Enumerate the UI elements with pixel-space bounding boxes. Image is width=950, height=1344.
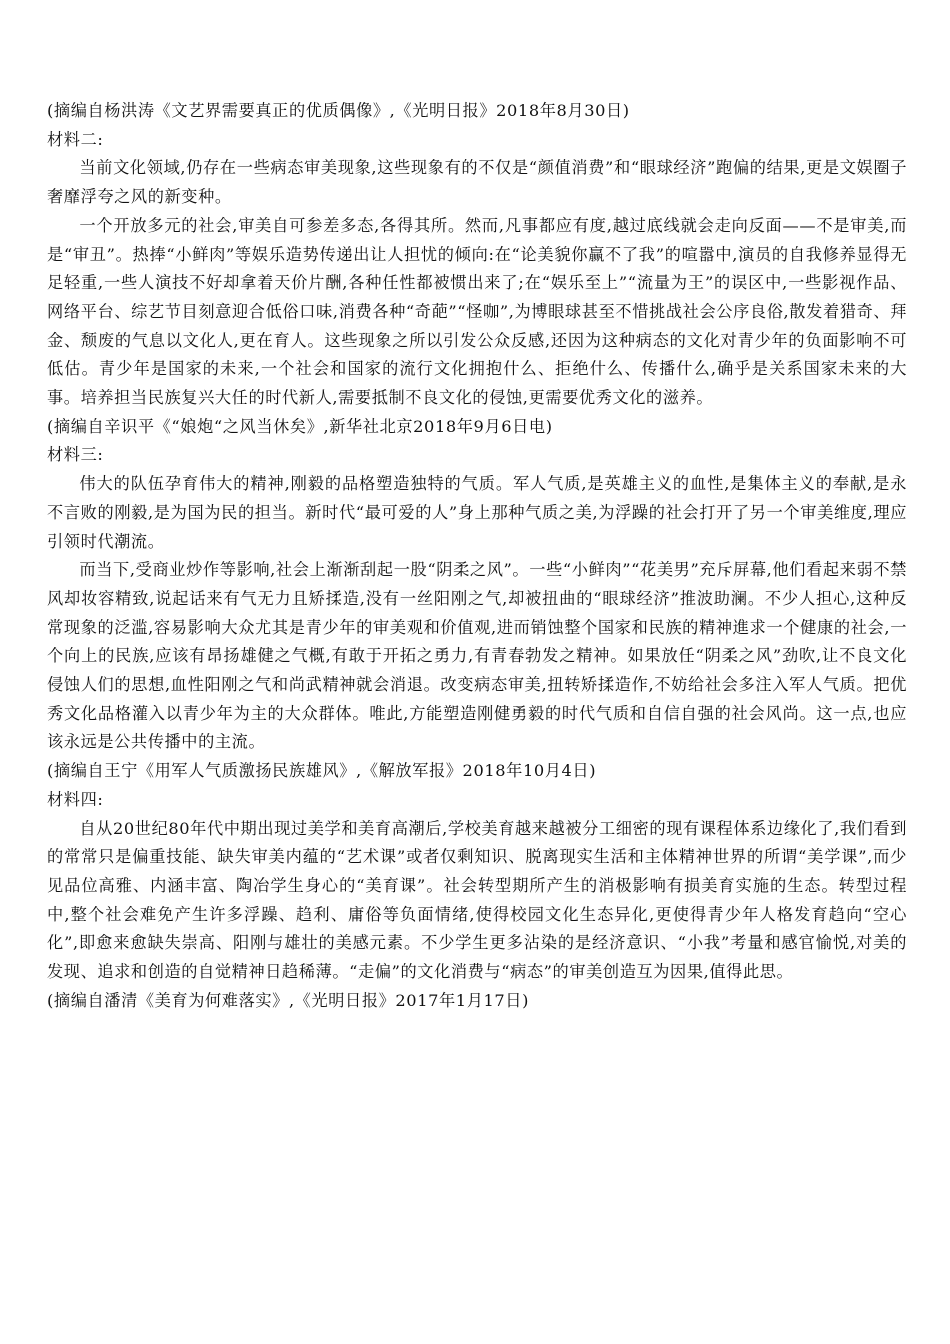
source-citation-2: (摘编自辛识平《“娘炮“之风当休矣》,新华社北京2018年9月6日电) [47, 416, 553, 436]
source-citation-3: (摘编自王宁《用军人气质激扬民族雄风》,《解放军报》2018年10月4日) [47, 761, 597, 781]
document-page [47, 97, 907, 1016]
material-three-paragraph-1: 伟大的队伍孕育伟大的精神,刚毅的品格塑造独特的气质。军人气质,是英雄主义的血性,是集体主义的奉献,是永不言败的刚毅,是为国为民的担当。新时代“最可爱的人”身上那种气质之美,为浮躁的社会打开了另一个审美维度,理应引领时代潮流。 [47, 474, 907, 551]
material-four-heading: 材料四: [47, 789, 104, 809]
material-two-paragraph-2: 一个开放多元的社会,审美自可参差多态,各得其所。然而,凡事都应有度,越过底线就会走向反面——不是审美,而是“审丑”。热捧“小鲜肉”等娱乐造势传递出让人担忧的倾向:在“论美貌你赢不了我”的喧嚣中,演员的自我修养显得无足轻重,一些人演技不好却拿着天价片酬,各种任性都被惯出来了;在“娱乐至上”“流量为王”的误区中,一些影视作品、网络平台、综艺节目刻意迎合低俗口味,消费各种“奇葩”“怪咖”,为博眼球甚至不惜挑战社会公序良俗,散发着猎奇、拜金、颓废的气息以文化人,更在育人。这些现象之所以引发公众反感,还因为这种病态的文化对青少年的负面影响不可低估。青少年是国家的未来,一个社会和国家的流行文化拥抱什么、拒绝什么、传播什么,确乎是关系国家未来的大事。培养担当民族复兴大任的时代新人,需要抵制不良文化的侵蚀,更需要优秀文化的滋养。 [47, 215, 907, 408]
material-three-heading: 材料三: [47, 445, 104, 465]
material-four-paragraph-1: 自从20世纪80年代中期出现过美学和美育高潮后,学校美育越来越被分工细密的现有课程体系边缘化了,我们看到的常常只是偏重技能、缺失审美内蕴的“艺术课”或者仅剩知识、脱离现实生活和主体精神世界的所谓“美学课”,而少见品位高雅、内涵丰富、陶冶学生身心的“美育课”。社会转型期所产生的消极影响有损美育实施的生态。转型过程中,整个社会难免产生许多浮躁、趋利、庸俗等负面情绪,使得校园文化生态异化,更使得青少年人格发育趋向“空心化”,即愈来愈缺失崇高、阳刚与雄壮的美感元素。不少学生更多沾染的是经济意识、“小我”考量和感官愉悦,对美的发现、追求和创造的自觉精神日趋稀薄。“走偏”的文化消费与“病态”的审美创造互为因果,值得此思。 [47, 818, 907, 982]
source-citation-1: (摘编自杨洪涛《文艺界需要真正的优质偶像》,《光明日报》2018年8月30日) [47, 101, 630, 120]
source-citation-4: (摘编自潘清《美育为何难落实》,《光明日报》2017年1月17日) [47, 990, 529, 1010]
material-two-heading: 材料二: [47, 129, 104, 149]
material-three-paragraph-2: 而当下,受商业炒作等影响,社会上渐渐刮起一股“阴柔之风”。一些“小鲜肉”“花美男”充斥屏幕,他们看起来弱不禁风却妆容精致,说起话来有气无力且矫揉造,没有一丝阳刚之气,却被扭曲的“眼球经济”推波助澜。不少人担心,这种反常现象的泛滥,容易影响大众尤其是青少年的审美观和价值观,进而销蚀整个国家和民族的精神進求一个健康的社会,一个向上的民族,应该有昂扬雄健之气概,有敢于开拓之勇力,有青春勃发之精神。如果放任“阴柔之风”劲吹,让不良文化侵蚀人们的思想,血性阳刚之气和尚武精神就会消退。改变病态审美,扭转矫揉造作,不妨给社会多注入军人气质。把优秀文化品格灌入以青少年为主的大众群体。唯此,方能塑造刚健勇毅的时代气质和自信自强的社会风尚。这一点,也应该永远是公共传播中的主流。 [47, 560, 907, 752]
material-two-paragraph-1: 当前文化领域,仍存在一些病态审美现象,这些现象有的不仅是“颜值消费”和“眼球经济”跑偏的结果,更是文娱圈子奢靡浮夸之风的新变种。 [47, 158, 907, 207]
